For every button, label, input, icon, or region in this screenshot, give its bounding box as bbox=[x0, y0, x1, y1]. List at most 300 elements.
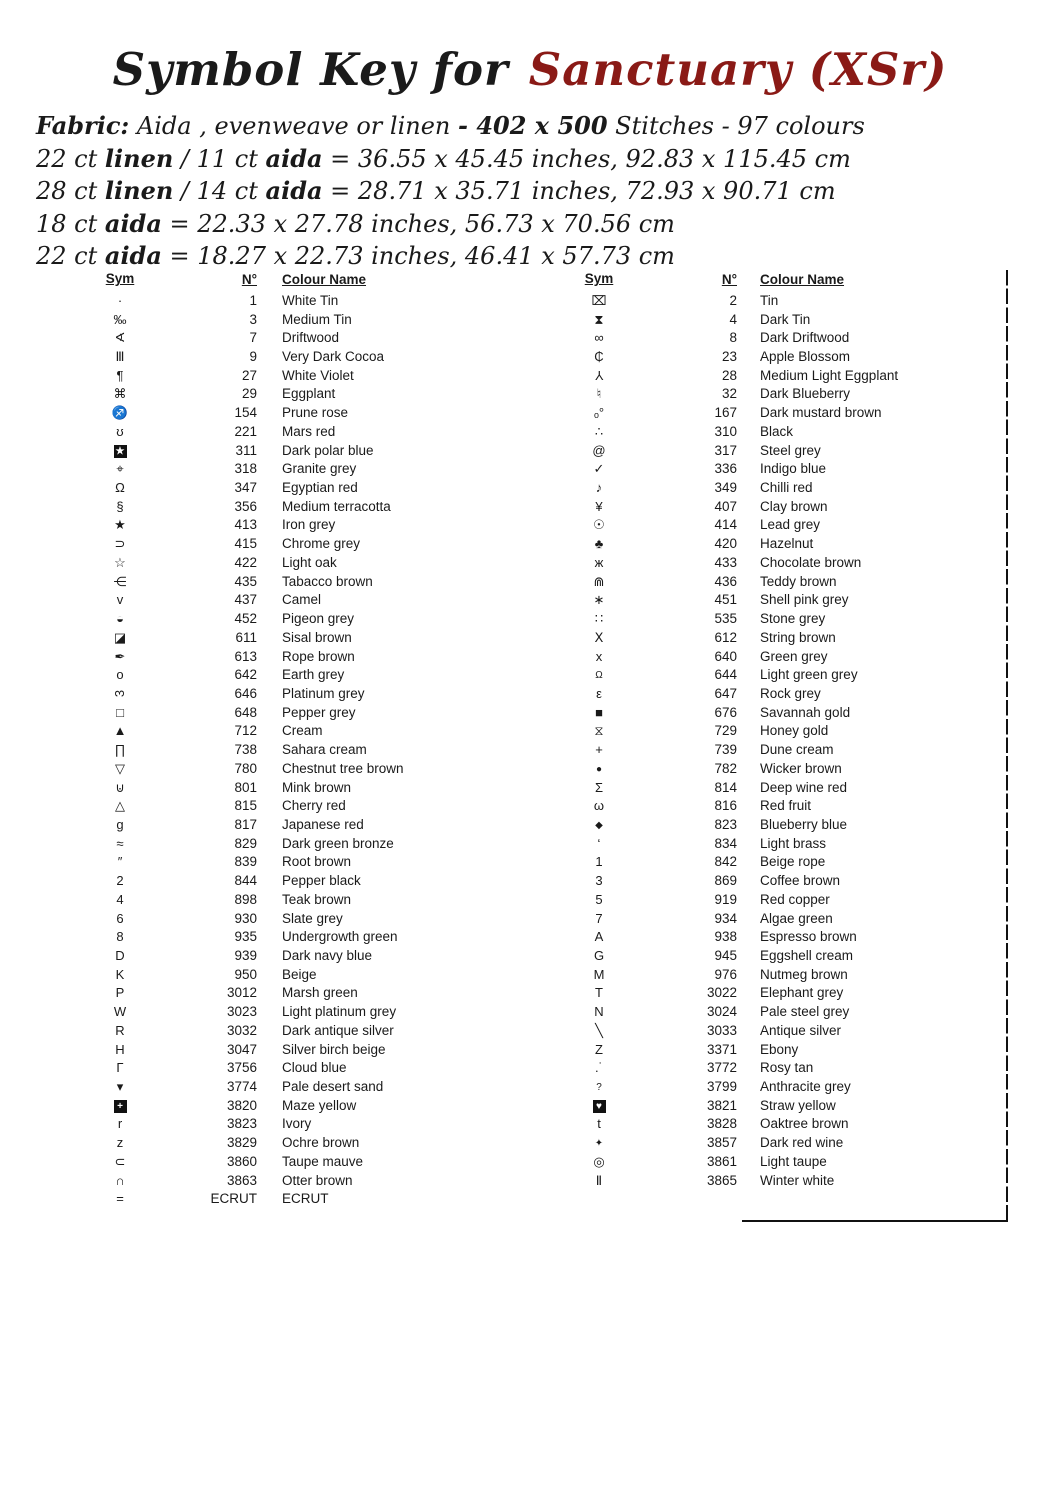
table-row bbox=[556, 759, 898, 778]
symbol-cell bbox=[556, 350, 642, 363]
header-number: N° bbox=[721, 272, 737, 287]
colour-name-cell: Maze yellow bbox=[282, 1097, 357, 1113]
symbol-cell bbox=[80, 537, 160, 550]
stitch-symbol-glyph: ⧗ bbox=[594, 311, 604, 327]
table-row bbox=[80, 441, 404, 460]
colour-name-cell: Driftwood bbox=[282, 330, 340, 346]
thread-number-cell: 1 bbox=[249, 292, 257, 308]
stitch-symbol-glyph: ∞ bbox=[594, 330, 604, 346]
stitch-symbol-glyph: ⧖ bbox=[594, 723, 604, 739]
symbol-cell bbox=[556, 556, 642, 569]
table-row bbox=[80, 1152, 404, 1171]
symbol-cell bbox=[80, 1117, 160, 1130]
symbol-cell bbox=[80, 631, 160, 644]
stitch-symbol-glyph: ε bbox=[596, 685, 602, 701]
stitch-symbol-glyph: ₵ bbox=[594, 349, 604, 365]
symbol-cell bbox=[556, 1135, 642, 1150]
stitch-symbol-glyph: ⋒ bbox=[593, 573, 605, 589]
symbol-cell bbox=[80, 1136, 160, 1149]
thread-number-cell: 3774 bbox=[226, 1079, 257, 1095]
table-row bbox=[556, 815, 898, 834]
symbol-cell bbox=[80, 986, 160, 999]
table-row bbox=[80, 984, 404, 1003]
symbol-cell bbox=[80, 762, 160, 775]
symbol-cell bbox=[556, 593, 642, 606]
stitch-symbol-glyph: ‰ bbox=[113, 311, 127, 327]
fabric-text-bold: linen bbox=[104, 143, 174, 173]
colour-name-cell: Earth grey bbox=[282, 667, 345, 683]
symbol-cell bbox=[80, 575, 160, 588]
colour-name-cell: Lead grey bbox=[760, 517, 821, 533]
symbol-cell bbox=[556, 537, 642, 550]
colour-name-cell: Stone grey bbox=[760, 611, 826, 627]
symbol-cell bbox=[556, 481, 642, 494]
colour-name-cell: Indigo blue bbox=[760, 461, 827, 477]
symbol-cell bbox=[80, 313, 160, 326]
stitch-symbol-glyph: + bbox=[595, 742, 603, 758]
table-row bbox=[556, 1002, 898, 1021]
thread-number-cell: 712 bbox=[234, 723, 257, 739]
symbol-cell bbox=[556, 1005, 642, 1018]
thread-number-cell: 3861 bbox=[706, 1153, 737, 1169]
title-pattern-name: Sanctuary (XSr) bbox=[528, 43, 948, 96]
thread-number-cell: 4 bbox=[729, 311, 737, 327]
colour-name-cell: Anthracite grey bbox=[760, 1079, 851, 1095]
stitch-symbol-glyph: § bbox=[116, 498, 124, 514]
symbol-cell bbox=[556, 1098, 642, 1113]
stitch-symbol-glyph: R bbox=[115, 1022, 125, 1038]
table-row bbox=[556, 1171, 898, 1190]
table-row bbox=[80, 684, 404, 703]
stitch-symbol-glyph: ♥ bbox=[593, 1100, 606, 1113]
stitch-symbol-glyph: Ⅲ bbox=[115, 349, 125, 365]
stitch-symbol-glyph: ⌧ bbox=[591, 292, 607, 308]
stitch-symbol-glyph: Z bbox=[595, 1041, 603, 1057]
stitch-symbol-glyph: ▽ bbox=[115, 760, 125, 776]
table-row bbox=[556, 534, 898, 553]
table-row bbox=[556, 1096, 898, 1115]
colour-name-cell: Very Dark Cocoa bbox=[282, 349, 385, 365]
symbol-cell bbox=[80, 668, 160, 681]
thread-number-cell: 437 bbox=[234, 592, 257, 608]
thread-number-cell: 869 bbox=[714, 873, 737, 889]
colour-name-cell: Cloud blue bbox=[282, 1060, 347, 1076]
table-row bbox=[80, 422, 404, 441]
symbol-cell bbox=[80, 837, 160, 850]
fabric-text: 22 ct bbox=[36, 144, 105, 173]
colour-name-cell: Cream bbox=[282, 723, 323, 739]
symbol-cell bbox=[80, 855, 160, 868]
table-row bbox=[80, 1002, 404, 1021]
colour-name-cell: Undergrowth green bbox=[282, 929, 398, 945]
thread-number-cell: 3024 bbox=[706, 1004, 737, 1020]
colour-name-cell: Dark navy blue bbox=[282, 948, 373, 964]
symbol-cell bbox=[556, 874, 642, 887]
symbol-cell bbox=[80, 1061, 160, 1074]
colour-name-cell: Rock grey bbox=[760, 685, 821, 701]
table-row bbox=[556, 441, 898, 460]
stitch-symbol-glyph: r bbox=[117, 1116, 123, 1132]
colour-name-cell: Blueberry blue bbox=[760, 816, 848, 832]
symbol-cell bbox=[80, 799, 160, 812]
thread-number-cell: 29 bbox=[241, 386, 257, 402]
thread-number-cell: 3022 bbox=[706, 985, 737, 1001]
colour-name-cell: Chilli red bbox=[760, 480, 813, 496]
stitch-symbol-glyph: o bbox=[116, 667, 124, 683]
table-body bbox=[80, 291, 404, 1208]
table-row bbox=[556, 609, 898, 628]
table-row bbox=[80, 385, 404, 404]
thread-number-cell: 839 bbox=[234, 854, 257, 870]
colour-name-cell: Silver birch beige bbox=[282, 1041, 386, 1057]
symbol-cell bbox=[80, 874, 160, 887]
thread-number-cell: 939 bbox=[234, 948, 257, 964]
symbol-cell bbox=[80, 350, 160, 363]
symbol-cell bbox=[80, 425, 160, 438]
table-row bbox=[80, 927, 404, 946]
thread-number-cell: 644 bbox=[714, 667, 737, 683]
colour-name-cell: Marsh green bbox=[282, 985, 358, 1001]
stitch-symbol-glyph: 4 bbox=[116, 891, 124, 907]
colour-name-cell: Steel grey bbox=[760, 442, 821, 458]
stitch-symbol-glyph: ■ bbox=[595, 704, 603, 720]
colour-name-cell: Iron grey bbox=[282, 517, 336, 533]
thread-number-cell: 814 bbox=[714, 779, 737, 795]
table-row bbox=[80, 946, 404, 965]
table-row bbox=[556, 628, 898, 647]
fabric-line bbox=[36, 143, 976, 176]
thread-number-cell: 3820 bbox=[226, 1097, 257, 1113]
header-sym: Sym bbox=[105, 271, 135, 286]
thread-number-cell: 739 bbox=[714, 742, 737, 758]
thread-number-cell: 3828 bbox=[706, 1116, 737, 1132]
bottom-border-rule bbox=[742, 1220, 1008, 1222]
table-row bbox=[80, 403, 404, 422]
thread-number-cell: 167 bbox=[714, 405, 737, 421]
table-row bbox=[556, 366, 898, 385]
symbol-cell bbox=[556, 687, 642, 700]
colour-name-cell: Light green grey bbox=[760, 667, 858, 683]
colour-name-cell: Apple Blossom bbox=[760, 349, 851, 365]
thread-number-cell: 3863 bbox=[226, 1172, 257, 1188]
thread-number-cell: 3799 bbox=[706, 1079, 737, 1095]
fabric-text-bold: aida bbox=[265, 176, 323, 205]
thread-number-cell: ECRUT bbox=[210, 1191, 257, 1207]
symbol-cell bbox=[556, 949, 642, 962]
symbol-cell bbox=[556, 631, 642, 644]
colour-name-cell: Dark polar blue bbox=[282, 442, 374, 458]
symbol-cell bbox=[556, 817, 642, 832]
symbol-cell bbox=[556, 650, 642, 663]
thread-number-cell: 451 bbox=[714, 592, 737, 608]
thread-number-cell: 27 bbox=[241, 367, 257, 383]
symbol-cell bbox=[556, 930, 642, 943]
thread-number-cell: 3756 bbox=[226, 1060, 257, 1076]
stitch-symbol-glyph: D bbox=[115, 948, 125, 964]
colour-name-cell: Granite grey bbox=[282, 461, 357, 477]
thread-number-cell: 420 bbox=[714, 536, 737, 552]
colour-name-cell: Beige rope bbox=[760, 854, 826, 870]
symbol-cell bbox=[80, 294, 160, 307]
symbol-table-left bbox=[80, 272, 404, 1208]
colour-name-cell: Savannah gold bbox=[760, 704, 851, 720]
stitch-symbol-glyph: ∩ bbox=[115, 1172, 125, 1188]
table-row bbox=[556, 497, 898, 516]
colour-name-cell: Ivory bbox=[282, 1116, 312, 1132]
stitch-symbol-glyph: A bbox=[594, 929, 604, 945]
stitch-symbol-glyph: 7 bbox=[595, 910, 603, 926]
symbol-cell bbox=[556, 743, 642, 756]
stitch-symbol-glyph: ╲ bbox=[595, 1022, 603, 1038]
stitch-symbol-glyph: △ bbox=[115, 798, 125, 814]
header-colour-name: Colour Name bbox=[760, 272, 845, 287]
stitch-symbol-glyph: G bbox=[593, 948, 605, 964]
thread-number-cell: 729 bbox=[714, 723, 737, 739]
stitch-symbol-glyph: ♐ bbox=[111, 405, 129, 421]
stitch-symbol-glyph: ✒ bbox=[114, 648, 126, 664]
colour-name-cell: Beige bbox=[282, 966, 317, 982]
stitch-symbol-glyph: ¥ bbox=[595, 498, 603, 514]
stitch-symbol-glyph: K bbox=[115, 966, 125, 982]
thread-number-cell: 780 bbox=[234, 760, 257, 776]
stitch-symbol-glyph: ◪ bbox=[113, 629, 127, 645]
fabric-text: 28 ct bbox=[36, 177, 105, 205]
table-row bbox=[80, 853, 404, 872]
colour-name-cell: Espresso brown bbox=[760, 929, 857, 945]
symbol-table-right bbox=[556, 272, 898, 1190]
table-row bbox=[556, 965, 898, 984]
thread-number-cell: 349 bbox=[714, 480, 737, 496]
colour-name-cell: Camel bbox=[282, 592, 322, 608]
table-row bbox=[556, 647, 898, 666]
stitch-symbol-glyph: 2 bbox=[116, 873, 124, 889]
table-row bbox=[556, 1058, 898, 1077]
thread-number-cell: 3857 bbox=[706, 1135, 737, 1151]
table-row bbox=[556, 1133, 898, 1152]
colour-name-cell: Honey gold bbox=[760, 723, 829, 739]
thread-number-cell: 844 bbox=[234, 873, 257, 889]
thread-number-cell: 934 bbox=[714, 910, 737, 926]
fabric-text-bold: linen bbox=[104, 176, 174, 205]
colour-name-cell: Slate grey bbox=[282, 910, 343, 926]
fabric-text: = 28.71 x 35.71 inches, 72.93 x 90.71 cm bbox=[322, 177, 836, 205]
symbol-cell bbox=[556, 781, 642, 794]
table-row bbox=[80, 478, 404, 497]
table-row bbox=[80, 366, 404, 385]
table-row bbox=[556, 927, 898, 946]
symbol-cell bbox=[80, 612, 160, 625]
stitch-symbol-glyph: ‘ bbox=[597, 835, 601, 851]
colour-name-cell: Otter brown bbox=[282, 1172, 353, 1188]
table-row bbox=[556, 984, 898, 1003]
symbol-cell bbox=[80, 406, 160, 419]
symbol-cell bbox=[80, 556, 160, 569]
stitch-symbol-glyph: ᴠ bbox=[116, 592, 124, 608]
table-row bbox=[556, 1077, 898, 1096]
stitch-symbol-glyph: ¶ bbox=[116, 367, 124, 383]
stitch-symbol-glyph: ⌘ bbox=[113, 386, 127, 402]
stitch-symbol-glyph: Σ bbox=[594, 779, 604, 795]
table-row bbox=[80, 647, 404, 666]
thread-number-cell: 318 bbox=[234, 461, 257, 477]
stitch-symbol-glyph: ? bbox=[596, 1082, 602, 1094]
symbol-cell bbox=[80, 1155, 160, 1168]
colour-name-cell: ECRUT bbox=[282, 1191, 329, 1207]
colour-name-cell: Light oak bbox=[282, 554, 337, 570]
thread-number-cell: 317 bbox=[714, 442, 737, 458]
thread-number-cell: 3772 bbox=[706, 1060, 737, 1076]
thread-number-cell: 801 bbox=[234, 779, 257, 795]
symbol-cell bbox=[80, 706, 160, 719]
symbol-cell bbox=[80, 724, 160, 737]
colour-name-cell: Black bbox=[760, 423, 794, 439]
stitch-symbol-glyph: ◎ bbox=[593, 1153, 605, 1169]
symbol-cell bbox=[556, 706, 642, 719]
table-row bbox=[80, 1171, 404, 1190]
table-row bbox=[80, 609, 404, 628]
table-row bbox=[80, 534, 404, 553]
table-row bbox=[80, 572, 404, 591]
colour-name-cell: Pepper grey bbox=[282, 704, 356, 720]
thread-number-cell: 919 bbox=[714, 891, 737, 907]
stitch-symbol-glyph: M bbox=[593, 966, 605, 982]
symbol-cell bbox=[556, 1061, 642, 1074]
stitch-symbol-glyph: · bbox=[117, 292, 123, 308]
thread-number-cell: 154 bbox=[234, 405, 257, 421]
thread-number-cell: 535 bbox=[714, 611, 737, 627]
colour-name-cell: Red copper bbox=[760, 891, 830, 907]
table-row bbox=[80, 591, 404, 610]
fabric-line bbox=[36, 240, 976, 273]
thread-number-cell: 3047 bbox=[226, 1041, 257, 1057]
stitch-symbol-glyph: ∷ bbox=[594, 611, 604, 627]
stitch-symbol-glyph: ★ bbox=[114, 517, 126, 533]
stitch-symbol-glyph: 3 bbox=[595, 873, 603, 889]
symbol-cell bbox=[80, 331, 160, 344]
stitch-symbol-glyph: Ω bbox=[115, 480, 125, 496]
symbol-cell bbox=[556, 612, 642, 625]
table-row bbox=[80, 628, 404, 647]
stitch-symbol-glyph: ✦ bbox=[594, 1138, 604, 1150]
symbol-cell bbox=[80, 518, 160, 531]
table-row bbox=[80, 778, 404, 797]
table-row bbox=[556, 291, 898, 310]
table-row bbox=[556, 722, 898, 741]
table-row bbox=[556, 834, 898, 853]
colour-name-cell: Dark Blueberry bbox=[760, 386, 851, 402]
colour-name-cell: Egyptian red bbox=[282, 480, 358, 496]
table-row bbox=[80, 759, 404, 778]
colour-name-cell: Antique silver bbox=[760, 1022, 842, 1038]
header-colour-name: Colour Name bbox=[282, 272, 367, 287]
thread-number-cell: 9 bbox=[249, 349, 257, 365]
symbol-cell bbox=[80, 1005, 160, 1018]
fabric-text-bold: Fabric: bbox=[36, 111, 130, 140]
stitch-symbol-glyph: 8 bbox=[116, 929, 124, 945]
stitch-symbol-glyph: ≈ bbox=[116, 835, 124, 851]
table-row bbox=[80, 1077, 404, 1096]
table-row bbox=[80, 703, 404, 722]
symbol-cell bbox=[80, 481, 160, 494]
colour-name-cell: Light platinum grey bbox=[282, 1004, 397, 1020]
table-row bbox=[556, 1115, 898, 1134]
table-row bbox=[556, 796, 898, 815]
symbol-cell bbox=[80, 650, 160, 663]
symbol-cell bbox=[556, 724, 642, 737]
stitch-symbol-glyph: ″ bbox=[117, 854, 123, 870]
colour-name-cell: Light brass bbox=[760, 835, 827, 851]
colour-name-cell: Platinum grey bbox=[282, 685, 365, 701]
colour-name-cell: Pigeon grey bbox=[282, 611, 355, 627]
colour-name-cell: White Tin bbox=[282, 292, 339, 308]
symbol-cell bbox=[80, 387, 160, 400]
colour-name-cell: Chocolate brown bbox=[760, 554, 862, 570]
thread-number-cell: 310 bbox=[714, 423, 737, 439]
colour-name-cell: Clay brown bbox=[760, 498, 828, 514]
table-row bbox=[556, 853, 898, 872]
stitch-symbol-glyph: z bbox=[116, 1135, 124, 1151]
table-row bbox=[80, 1021, 404, 1040]
symbol-cell bbox=[556, 855, 642, 868]
colour-name-cell: White Violet bbox=[282, 367, 354, 383]
stitch-symbol-glyph: ● bbox=[595, 763, 603, 775]
table-row bbox=[556, 310, 898, 329]
symbol-cell bbox=[556, 500, 642, 513]
colour-name-cell: Wicker brown bbox=[760, 760, 842, 776]
fabric-text: / 14 ct bbox=[173, 177, 266, 205]
stitch-symbol-glyph: ⊂ bbox=[114, 1153, 126, 1169]
stitch-symbol-glyph: ♪ bbox=[595, 480, 603, 496]
table-row bbox=[556, 347, 898, 366]
stitch-symbol-glyph: ∢ bbox=[114, 330, 126, 346]
colour-name-cell: Teddy brown bbox=[760, 573, 837, 589]
fabric-text: / 11 ct bbox=[173, 144, 266, 173]
colour-name-cell: Dark green bronze bbox=[282, 835, 394, 851]
thread-number-cell: 612 bbox=[714, 629, 737, 645]
thread-number-cell: 415 bbox=[234, 536, 257, 552]
colour-name-cell: Sisal brown bbox=[282, 629, 352, 645]
stitch-symbol-glyph: t bbox=[597, 1116, 601, 1132]
symbol-cell bbox=[556, 387, 642, 400]
table-row bbox=[80, 1133, 404, 1152]
colour-name-cell: Taupe mauve bbox=[282, 1153, 364, 1169]
colour-name-cell: Algae green bbox=[760, 910, 833, 926]
table-row bbox=[80, 834, 404, 853]
symbol-cell bbox=[556, 1117, 642, 1130]
symbol-cell bbox=[556, 313, 642, 326]
colour-name-cell: Green grey bbox=[760, 648, 828, 664]
table-row bbox=[80, 516, 404, 535]
symbol-cell bbox=[556, 912, 642, 925]
symbol-cell bbox=[80, 1192, 160, 1205]
table-row bbox=[80, 1096, 404, 1115]
fabric-text: = 22.33 x 27.78 inches, 56.73 x 70.56 cm bbox=[161, 209, 675, 238]
colour-name-cell: Dark Tin bbox=[760, 311, 811, 327]
thread-number-cell: 23 bbox=[721, 349, 737, 365]
colour-name-cell: Japanese red bbox=[282, 816, 364, 832]
table-row bbox=[80, 310, 404, 329]
stitch-symbol-glyph: x bbox=[595, 648, 603, 664]
stitch-symbol-glyph: ▾ bbox=[116, 1079, 124, 1095]
colour-name-cell: Ebony bbox=[760, 1041, 799, 1057]
thread-number-cell: 7 bbox=[249, 330, 257, 346]
colour-name-cell: Shell pink grey bbox=[760, 592, 849, 608]
colour-name-cell: Pale desert sand bbox=[282, 1079, 384, 1095]
table-row bbox=[556, 740, 898, 759]
thread-number-cell: 8 bbox=[729, 330, 737, 346]
colour-name-cell: Medium terracotta bbox=[282, 498, 391, 514]
thread-number-cell: 834 bbox=[714, 835, 737, 851]
